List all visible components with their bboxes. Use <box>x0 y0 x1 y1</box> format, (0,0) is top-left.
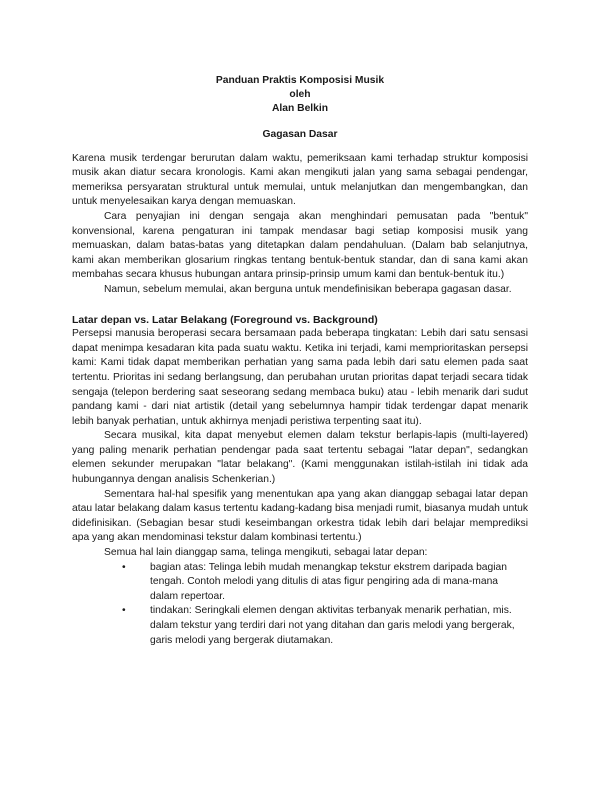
paragraph: Karena musik terdengar berurutan dalam waktu, pemeriksaan kami terhadap struktur komposisi musik akan diatur secara kronologis. Kami akan mengikuti jalan yang sama sebagai pendengar, memeriksa persyaratan struktural untuk memulai, untuk melanjutkan dan mengembangkan, dan untuk menyelesaikan karya dengan memuaskan. <box>72 152 528 208</box>
by-line: oleh <box>289 89 311 100</box>
document-title: Panduan Praktis Komposisi Musik <box>215 75 385 86</box>
list-item <box>72 604 528 648</box>
paragraph: Persepsi manusia beroperasi secara bersamaan pada beberapa tingkatan: Lebih dari satu sensasi dapat menimpa kesadaran kita pada suatu waktu. Ketika ini terjadi, kami memprioritaskan persepsi kami: Kami tidak dapat memberikan perhatian yang sama pada lebih dari satu elemen pada saat tertentu. Prioritas ini sedang berlangsung, dan perubahan urutan prioritas dapat terjadi secara tidak sengaja (telepon berdering saat seseorang sedang membaca buku) atau - lebih menarik dari sudut pandang kami - dari niat artistik (detail yang sebelumnya hampir tidak terdengar dapat menarik lebih banyak perhatian, untuk akhirnya menjadi peristiwa terpenting saat itu). <box>72 328 528 427</box>
paragraph: Semua hal lain dianggap sama, telinga mengikuti, sebagai latar depan: <box>104 547 428 559</box>
paragraph: Sementara hal-hal spesifik yang menentukan apa yang akan dianggap sebagai latar depan atau latar belakang dalam kasus tertentu kadang-kadang bisa menjadi rumit, biasanya mudah untuk didefinisikan. (Sebagian besar studi keseimbangan orkestra tidak lebih dari belajar memprediksi apa yang akan mendominasi tekstur dalam kombinasi tertentu.) <box>72 488 528 544</box>
section-title-gagasan-dasar: Gagasan Dasar <box>262 129 338 140</box>
paragraph: Secara musikal, kita dapat menyebut elemen dalam tekstur berlapis-lapis (multi-layered) yang paling menarik perhatian pendengar pada saat tertentu sebagai "latar depan", sedangkan elemen sekunder merupakan "latar belakang". (Kami menggunakan istilah-istilah ini tidak ada hubungannya dengan analisis Schenkerian.) <box>72 430 528 486</box>
section-heading-latar: Latar depan vs. Latar Belakang (Foreground vs. Background) <box>72 313 378 326</box>
list-item-text: bagian atas: Telinga lebih mudah menangkap tekstur ekstrem daripada bagian tengah. Contoh melodi yang ditulis di atas figur pengiring ada di mana-mana dalam repertoar. <box>150 561 508 602</box>
list-item <box>72 561 528 605</box>
paragraph: Cara penyajian ini dengan sengaja akan menghindari pemusatan pada "bentuk" konvensional, karena pengaturan ini tampak mendasar bagi setiap komposisi musik yang memuaskan, dalam batas-batas yang ditetapkan dalam pendahuluan. (Dalam bab selanjutnya, kami akan memberikan glosarium ringkas tentang bentuk-bentuk standar, dan di sana kami akan membahas secara khusus hubungan antara prinsip-prinsip umum kami dan bentuk-bentuk itu.) <box>72 210 528 281</box>
bullet-icon: • <box>122 561 126 573</box>
bullet-icon: • <box>122 605 126 617</box>
author-name: Alan Belkin <box>271 103 329 114</box>
paragraph: Namun, sebelum memulai, akan berguna untuk mendefinisikan beberapa gagasan dasar. <box>104 283 512 295</box>
bullet-list <box>72 561 528 649</box>
list-item-text: tindakan: Seringkali elemen dengan aktivitas terbanyak menarik perhatian, mis. dalam tekstur yang terdiri dari not yang ditahan dan garis melodi yang bergerak, garis melodi yang bergerak diutamakan. <box>150 605 515 646</box>
